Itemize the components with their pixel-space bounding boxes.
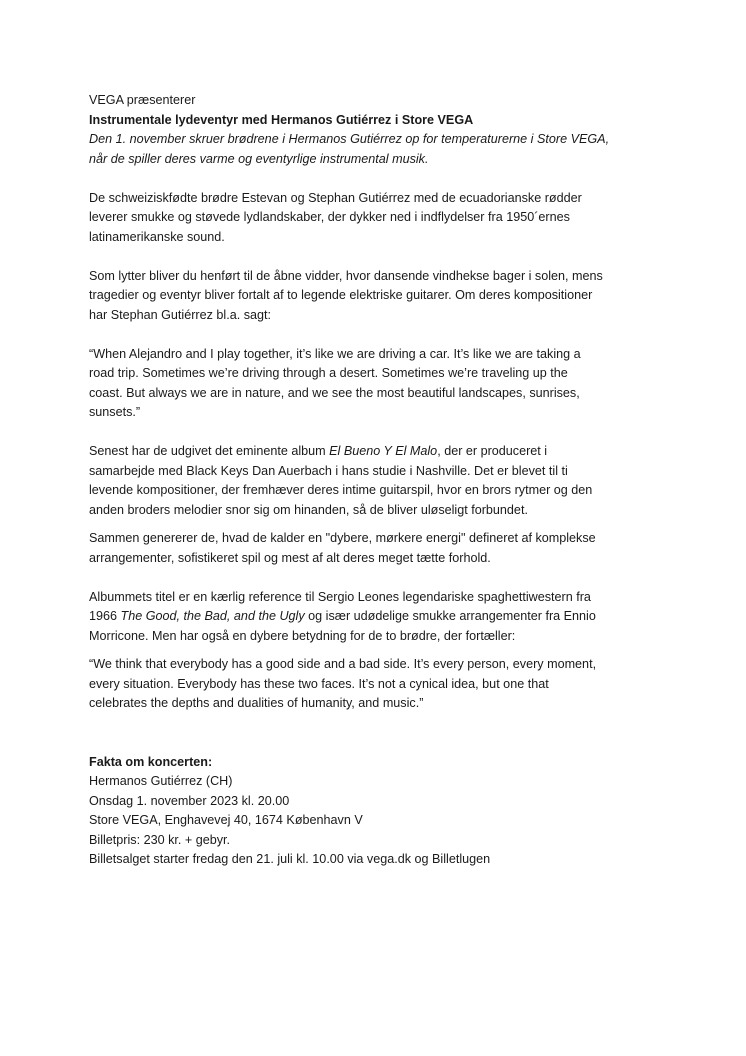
paragraph-line xyxy=(89,607,664,627)
lead-line: når de spiller deres varme og eventyrlige instrumental musik. xyxy=(89,151,429,166)
paragraph-line: Som lytter bliver du henført til de åbne vidder, hvor dansende vindhekse bager i solen, mens xyxy=(89,268,603,283)
text-segment: Senest har de udgivet det eminente album xyxy=(89,444,330,458)
paragraph-line: arrangementer, sofistikeret spil og mest af alt deres meget tætte forhold. xyxy=(89,550,491,565)
press-release xyxy=(89,91,664,870)
facts-line: Billetpris: 230 kr. + gebyr. xyxy=(89,832,231,847)
paragraph-listener xyxy=(89,267,664,326)
quote-line: every situation. Everybody has these two faces. It’s not a cynical idea, but one that xyxy=(89,676,549,691)
quote-line: “When Alejandro and I play together, it’s like we are driving a car. It’s like we are taking a xyxy=(89,346,581,361)
quote-line: sunsets.” xyxy=(89,405,141,419)
lead-paragraph xyxy=(89,130,664,169)
paragraph-line: De schweiziskfødte brødre Estevan og Stephan Gutiérrez med de ecuadorianske rødder xyxy=(89,190,582,205)
paragraph-line: latinamerikanske sound. xyxy=(89,229,225,244)
paragraph-line: leverer smukke og støvede lydlandskaber, der dykker ned i indflydelser fra 1950´ernes xyxy=(89,210,570,224)
quote-stephan xyxy=(89,345,664,423)
paragraph-line: har Stephan Gutiérrez bl.a. sagt: xyxy=(89,307,272,322)
lead-line: Den 1. november skruer brødrene i Hermanos Gutiérrez op for temperaturerne i Store VEGA, xyxy=(89,132,610,146)
paragraph-line: levende kompositioner, der fremhæver deres intime guitarspil, hvor en brors rytmer og den xyxy=(89,483,593,497)
kicker: VEGA præsenterer xyxy=(89,93,196,107)
paragraph-line: Morricone. Men har også en dybere betydning for de to brødre, der fortæller: xyxy=(89,628,516,643)
paragraph-line: tragedier og eventyr bliver fortalt af to legende elektriske guitarer. Om deres kompositioner xyxy=(89,288,593,302)
text-segment: 1966 xyxy=(89,609,121,623)
quote-line: road trip. Sometimes we’re driving through a desert. Sometimes we’re traveling up the xyxy=(89,366,568,380)
quote-line: coast. But always we are in nature, and we see the most beautiful landscapes, sunrises, xyxy=(89,385,580,400)
paragraph-intro xyxy=(89,189,664,248)
film-title: The Good, the Bad, and the Ugly xyxy=(120,609,305,623)
concert-facts xyxy=(89,753,664,870)
text-segment: , der er produceret i xyxy=(437,444,548,458)
facts-line: Store VEGA, Enghavevej 40, 1674 København V xyxy=(89,813,363,827)
paragraph-line xyxy=(89,442,664,462)
quote-line: celebrates the depths and dualities of humanity, and music.” xyxy=(89,696,424,710)
facts-line: Hermanos Gutiérrez (CH) xyxy=(89,774,233,788)
paragraph-line: Albummets titel er en kærlig reference til Sergio Leones legendariske spaghettiwestern fra xyxy=(89,589,591,604)
paragraph-energy xyxy=(89,529,664,568)
album-title: El Bueno Y El Malo xyxy=(329,444,438,458)
facts-line: Onsdag 1. november 2023 kl. 20.00 xyxy=(89,793,290,808)
paragraph-album xyxy=(89,442,664,520)
headline: Instrumentale lydeventyr med Hermanos Gutiérrez i Store VEGA xyxy=(89,112,474,127)
text-segment: og især udødelige smukke arrangementer fra Ennio xyxy=(304,609,596,623)
paragraph-line: Sammen genererer de, hvad de kalder en "dybere, mørkere energi" defineret af komplekse xyxy=(89,531,596,545)
paragraph-line: samarbejde med Black Keys Dan Auerbach i hans studie i Nashville. Det er blevet til ti xyxy=(89,463,568,478)
paragraph-line: anden broders melodier snor sig om hinanden, så de bliver uløseligt forbundet. xyxy=(89,502,528,517)
paragraph-reference xyxy=(89,588,664,647)
facts-line: Billetsalget starter fredag den 21. juli kl. 10.00 via vega.dk og Billetlugen xyxy=(89,852,491,866)
quote-line: “We think that everybody has a good side and a bad side. It’s every person, every moment, xyxy=(89,657,597,671)
quote-brothers xyxy=(89,655,664,714)
facts-heading: Fakta om koncerten: xyxy=(89,754,213,769)
